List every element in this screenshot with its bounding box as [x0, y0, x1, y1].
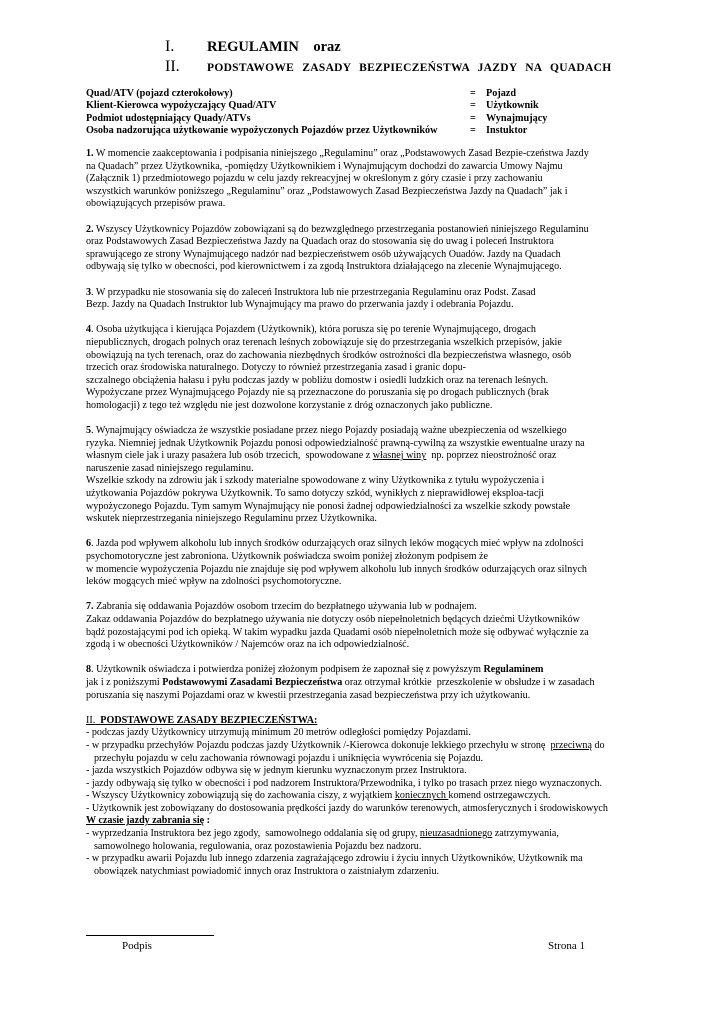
- rule-line: - jazda wszystkich Pojazdów odbywa się w jednym kierunku wyznaczonym przez Instruktora.: [86, 765, 467, 777]
- paragraph-line: . Użytkownik oświadcza i potwierdza poniżej złożonym podpisem że zapoznał się z powyższym: [91, 664, 484, 676]
- underlined-text: przeciwną: [550, 739, 592, 751]
- definition-term: Podmiot udostępniający Quady/ATVs: [86, 112, 251, 124]
- paragraph-number: 8: [86, 664, 92, 676]
- paragraph-line: . Jazda pod wpływem alkoholu lub innych środków odurzających oraz silnych leków mogących mieć wpływ na zdolności: [91, 538, 584, 550]
- bold-text: Regulaminem: [483, 664, 544, 676]
- paragraph-line: wszystkich warunków poniższego „Regulaminu” oraz „Podstawowych Zasad Bezpieczeństwa Jazdy na Quadach” jak i: [86, 185, 568, 197]
- paragraph-number: 3: [86, 286, 92, 298]
- paragraph-line: własnym ciele jak i urazy pasażera lub osób trzecich, spowodowane z: [86, 450, 373, 462]
- paragraph-line: . Osoba użytkująca i kierująca Pojazdem (Użytkownik), która porusza się po terenie Wynajmującego, drogach: [91, 324, 536, 336]
- paragraph-line: bądź pozostającymi pod ich opieką. W takim wypadku jazda Quadami osób niepełnoletnich może się odbywać wyłącznie za: [86, 626, 589, 638]
- section-title: PODSTAWOWE ZASADY BEZPIECZEŃSTWA:: [100, 714, 318, 726]
- paragraph-number: 5: [86, 425, 92, 437]
- paragraph-line: W momencie zaakceptowania i podpisania niniejszego „Regulaminu” oraz „Podstawowych Zasad Bezpie-czeństwa Jazdy: [95, 148, 589, 159]
- paragraph-line: Wszyscy Użytkownicy Pojazdów zobowiązani są do bezwzględnego przestrzegania postanowień niniejszego Regulaminu: [95, 223, 589, 235]
- paragraph-line: na Quadach” przez Użytkownika, -pomiędzy Użytkownikiem i Wynajmującym dochodzi do zawarcia Umowy Najmu: [86, 160, 563, 172]
- definition-equals: =: [470, 112, 476, 124]
- paragraph-line: w momencie wypożyczenia Pojazdu nie znajduje się pod wpływem alkoholu lub innych środków odurzających oraz silnych: [86, 563, 587, 575]
- rule-line: - w przypadku przechyłów Pojazdu podczas jazdy Użytkownik /-Kierowca dokonuje lekkiego przechyłu w stronę: [86, 739, 551, 751]
- paragraph-line: jak i z poniższymi: [86, 676, 163, 688]
- underlined-text: własnej winy: [372, 450, 427, 462]
- title-roman-1: I.: [165, 38, 175, 55]
- regulations-body: [86, 148, 644, 878]
- forbidden-heading: W czasie jazdy zabrania się: [86, 815, 205, 827]
- definition-equals: =: [470, 88, 476, 99]
- paragraph-6: [86, 538, 644, 588]
- section-roman: II.: [86, 714, 96, 726]
- definition-value: Pojazd: [486, 88, 516, 99]
- paragraph-line: leków mogących mieć wpływ na zdolności psychomotoryczne.: [86, 576, 342, 588]
- rule-line: - w przypadku awarii Pojazdu lub innego zdarzenia zagrażającego zdrowiu i życiu innych Użytkowników, Użytkownik ma: [86, 853, 583, 865]
- definition-term: Klient-Kierowca wypożyczający Quad/ATV: [86, 100, 277, 112]
- paragraph-number: 1.: [86, 148, 94, 159]
- paragraph-line: szczalnego obciążenia hałasu i pyłu podczas jazdy w pobliżu domostw i osiedli ludzkich oraz na terenach leśnych.: [86, 374, 549, 386]
- bold-text: Podstawowymi Zasadami Bezpieczeństwa: [162, 676, 343, 688]
- rule-line: zatrzymywania,: [492, 828, 559, 840]
- rule-line: obowiązek natychmiast powiadomić innych oraz Instruktora o zaistniałym zdarzeniu.: [94, 865, 440, 877]
- forbidden-colon: :: [204, 815, 211, 827]
- paragraph-7: [86, 601, 644, 651]
- definition-value: Użytkownik: [486, 100, 539, 112]
- paragraph-4: [86, 324, 644, 412]
- paragraph-line: obowiązują na tych terenach, oraz do zachowania niezbędnych środków ostrożności dla bezpieczeństwa własnego, osób: [86, 349, 572, 361]
- definition-equals: =: [470, 125, 476, 137]
- paragraph-line: (Załącznik 1) przedmiotowego pojazdu w celu jazdy rekreacyjnej w określonym z góry czasie i przy zachowaniu: [86, 173, 543, 185]
- page-number: Strona 1: [548, 940, 585, 952]
- title-line-2: [165, 58, 611, 78]
- definition-row: [86, 113, 646, 125]
- definition-row: [86, 100, 646, 112]
- paragraph-line: Wszelkie szkody na zdrowiu jak i szkody materialne spowodowane z winy Użytkownika z tytułu wypożyczenia i: [86, 475, 545, 487]
- paragraph-line: poruszania się naszymi Pojazdami oraz w kwestii przestrzegania zasad bezpieczeństwa przy ich użytkowaniu.: [86, 689, 531, 701]
- section-2-heading: [86, 715, 644, 728]
- paragraph-3: [86, 287, 644, 312]
- rule-line: - Wszyscy Użytkownicy zobowiązują się do zachowania ciszy, z wyjątkiem: [86, 790, 395, 802]
- paragraph-line: oraz otrzymał krótkie przeszkolenie w obsłudze i w zasadach: [342, 676, 595, 688]
- rule-line: przechyłu pojazdu w celu zachowania równowagi pojazdu i uniknięcia wywrócenia się Pojazdu.: [94, 752, 484, 764]
- signature-label: Podpis: [122, 940, 152, 952]
- paragraph-5: [86, 425, 644, 526]
- paragraph-line: oraz Podstawowych Zasad Bezpieczeństwa Jazdy na Quadach oraz do stosowania się do uwag i poleceń Instruktora: [86, 236, 554, 248]
- rule-line: - wyprzedzania Instruktora bez jego zgody, samowolnego oddalania się od grupy,: [86, 828, 420, 840]
- underlined-text: koniecznych: [394, 790, 449, 802]
- paragraph-line: homologacji) z tego też względu nie jest dozwolone korzystanie z dróg oznaczonych jako publiczne.: [86, 399, 493, 411]
- paragraph-line: obowiązujących przepisów prawa.: [86, 198, 226, 210]
- rule-line: komend ostrzegawczych.: [448, 790, 551, 802]
- paragraph-line: np. poprzez nieostrożność oraz: [426, 450, 557, 462]
- paragraph-1: [86, 148, 644, 211]
- rule-line: do: [591, 739, 605, 751]
- paragraph-line: Zakaz oddawania Pojazdów do bezpłatnego używania nie dotyczy osób niepełnoletnich będących dziećmi Użytkowników: [86, 613, 580, 625]
- paragraph-line: wypożyczonego Pojazdu. Tym samym Wynajmujący nie ponosi żadnej odpowiedzialności za wszelkie szkody powstałe: [86, 500, 571, 512]
- title-roman-2: II.: [165, 58, 180, 75]
- paragraph-line: sprawującego ze strony Wynajmującego nadzór nad bezpieczeństwem osób używających Ouadów. Jazdy na Quadach: [86, 248, 561, 260]
- title-line-1: [165, 38, 611, 58]
- paragraph-line: . Wynajmujący oświadcza że wszystkie posiadane przez niego Pojazdy posiadają ważne ubezpieczenia od wszelkiego: [91, 425, 567, 437]
- definition-term: Quad/ATV (pojazd czterokołowy): [86, 88, 233, 99]
- paragraph-number: 6: [86, 538, 92, 550]
- definition-term: Osoba nadzorująca użytkowanie wypożyczonych Pojazdów przez Użytkowników: [86, 125, 438, 137]
- paragraph-2: [86, 224, 644, 274]
- title-regulamin: REGULAMIN oraz: [207, 39, 341, 55]
- paragraph-number: 4: [86, 324, 92, 336]
- paragraph-line: naruszenie zasad niniejszego regulaminu.: [86, 462, 254, 474]
- paragraph-8: [86, 664, 644, 702]
- definition-equals: =: [470, 100, 476, 112]
- paragraph-line: odbywają się tylko w obecności, pod kierownictwem i za zgodą Instruktora działającego na zlecenie Wynajmującego.: [86, 261, 562, 273]
- rule-line: - jazdy odbywają się tylko w obecności i pod nadzorem Instruktora/Przewodnika, i tylko po trasach przez niego wyznaczonych.: [86, 777, 603, 789]
- title-block: [165, 38, 611, 78]
- paragraph-line: zgodą i w obecności Użytkowników / Najemców oraz na ich odpowiedzialność.: [86, 639, 410, 651]
- paragraph-line: Zabrania się oddawania Pojazdów osobom trzecim do bezpłatnego używania lub w podnajem.: [93, 601, 477, 613]
- rule-line: - podczas jazdy Użytkownicy utrzymują minimum 20 metrów odległości pomiędzy Pojazdami.: [86, 727, 471, 739]
- paragraph-number: 7.: [86, 601, 94, 613]
- paragraph-line: trzecich oraz środowiska naturalnego. Dotyczy to również przestrzegania zasad i granic dopu-: [86, 362, 467, 374]
- paragraph-line: Wypożyczane przez Wynajmującego Pojazdy nie są przeznaczone do poruszania się po drogach publicznych (brak: [86, 387, 549, 399]
- paragraph-line: wskutek nieprzestrzegania niniejszego Regulaminu przez Użytkownika.: [86, 513, 377, 525]
- definition-value: Wynajmujący: [486, 112, 548, 124]
- underlined-text: nieuzasadnionego: [419, 828, 493, 840]
- paragraph-line: psychomotoryczne jest zabroniona. Użytkownik poświadcza swoim poniżej złożonym podpisem że: [86, 551, 488, 562]
- paragraph-number: 2.: [86, 223, 94, 235]
- definition-row: [86, 125, 646, 137]
- definition-value: Instuktor: [486, 125, 528, 137]
- rule-line: - Użytkownik jest zobowiązany do dostosowania prędkości jazdy do warunków terenowych, atmosferycznych i środowiskowych: [86, 802, 608, 814]
- title-zasady: PODSTAWOWE ZASADY BEZPIECZEŃSTWA JAZDY NA QUADACH: [207, 62, 612, 74]
- paragraph-line: niepublicznych, drogach polnych oraz terenach leśnych zobowiązuje się do przestrzegania wszelkich przepisów, jakie: [86, 336, 562, 348]
- rule-line: samowolnego holowania, regulowania, oraz pozostawienia Pojazdu bez nadzoru.: [94, 840, 422, 852]
- paragraph-line: Bezp. Jazdy na Quadach Instruktor lub Wynajmujący ma prawo do przerwania jazdy i odebrania Pojazdu.: [86, 299, 514, 311]
- paragraph-line: użytkowania Pojazdów pokrywa Użytkownik. To samo dotyczy szkód, wynikłych z nieprawidłowej eksploa-tacji: [86, 488, 544, 500]
- definition-row: [86, 88, 646, 100]
- signature-line: [86, 935, 214, 936]
- paragraph-line: ryzyka. Niemniej jednak Użytkownik Pojazdu ponosi odpowiedzialność prawną-cywilną za wszystkie ewentualne urazy na: [86, 437, 585, 449]
- definitions-table: [86, 88, 646, 138]
- section-2: [86, 715, 644, 879]
- paragraph-line: . W przypadku nie stosowania się do zaleceń Instruktora lub nie przestrzegania Regulaminu oraz Podst. Zasad: [91, 286, 536, 298]
